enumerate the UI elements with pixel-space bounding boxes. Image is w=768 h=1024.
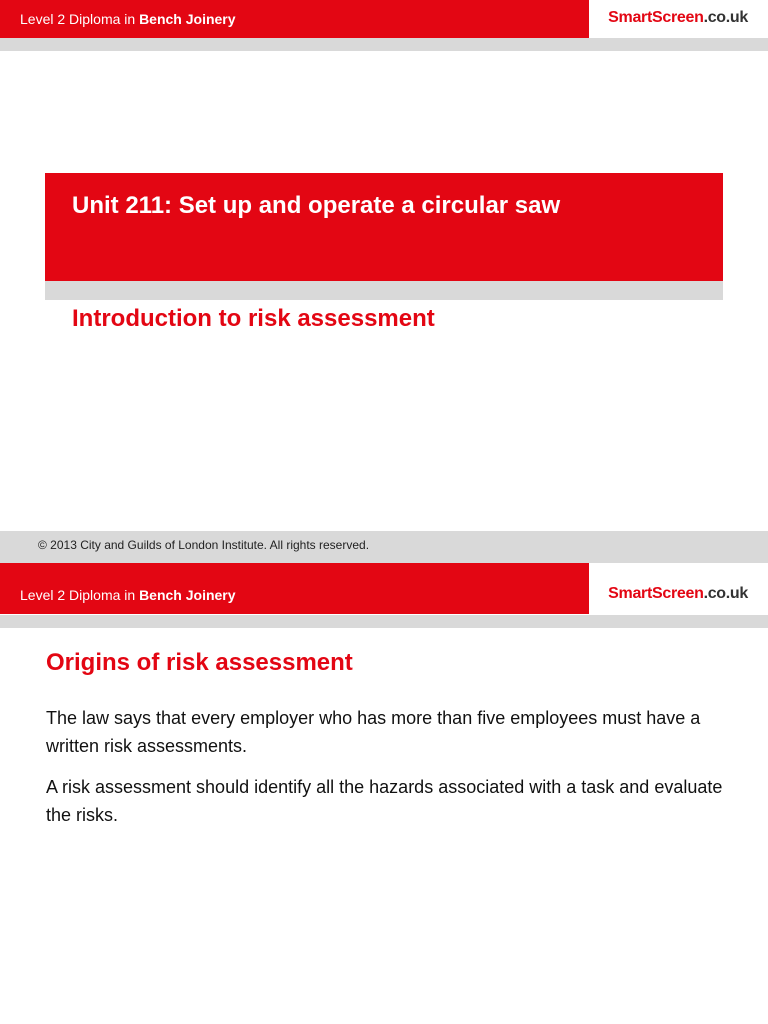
copyright-notice: © 2013 City and Guilds of London Institute. All rights reserved. bbox=[38, 538, 370, 552]
unit-title: Unit 211: Set up and operate a circular saw bbox=[72, 192, 561, 219]
body-paragraph: A risk assessment should identify all the hazards associated with a task and evaluate the risks. bbox=[46, 777, 723, 825]
unit-title-box bbox=[45, 173, 723, 281]
header-red-bar bbox=[0, 563, 589, 614]
title-gray-band bbox=[45, 281, 723, 300]
slide-heading: Origins of risk assessment bbox=[46, 649, 353, 676]
header-red-bar bbox=[0, 0, 589, 38]
smartscreen-logo[interactable]: SmartScreen.co.uk bbox=[608, 585, 748, 602]
header-gray-band bbox=[0, 38, 768, 51]
slide-footer bbox=[0, 531, 768, 563]
course-title: Level 2 Diploma in Bench Joinery bbox=[20, 587, 236, 603]
slide-header bbox=[0, 0, 768, 38]
slide-subtitle: Introduction to risk assessment bbox=[72, 305, 435, 332]
header-gray-band bbox=[0, 615, 768, 628]
slide-origins bbox=[0, 563, 768, 1024]
course-title: Level 2 Diploma in Bench Joinery bbox=[20, 11, 236, 27]
smartscreen-logo[interactable]: SmartScreen.co.uk bbox=[608, 9, 748, 26]
body-paragraph: The law says that every employer who has more than five employees must have a written risk assessments. bbox=[46, 708, 701, 756]
slide-header bbox=[0, 563, 768, 601]
